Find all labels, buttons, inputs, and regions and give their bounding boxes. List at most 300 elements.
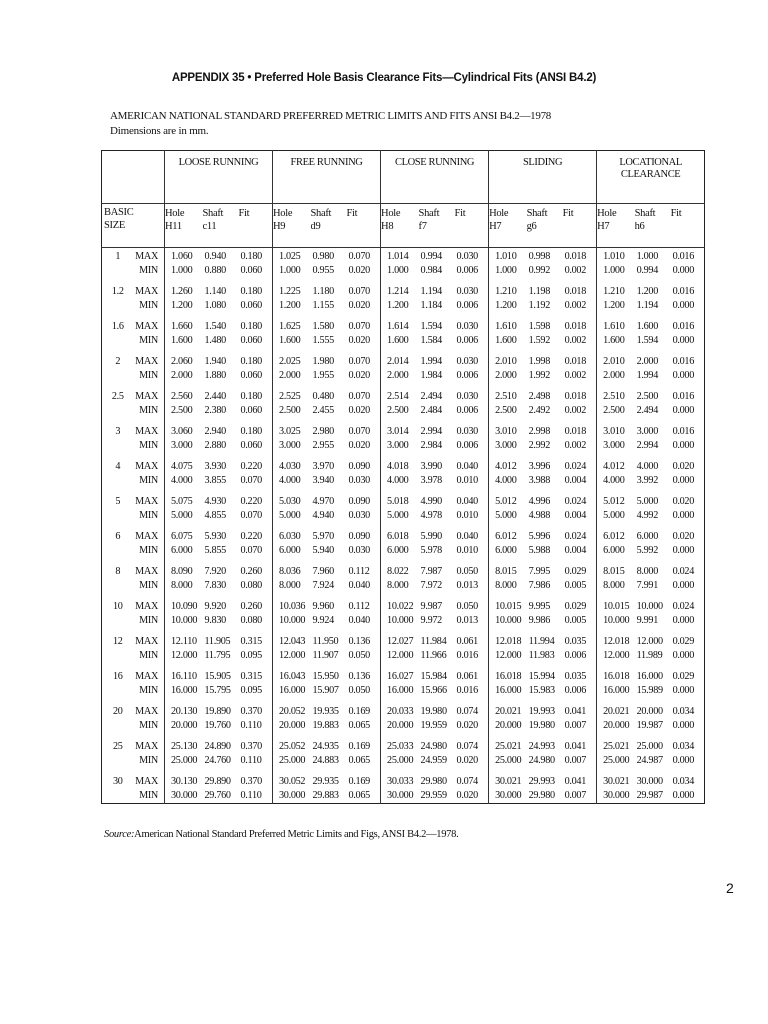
shaft-value: 2.940 [204,426,226,437]
table-row-max [102,248,705,265]
fit-value: 0.000 [672,650,695,661]
hole-value: 2.000 [381,369,419,388]
shaft-header: Shaft g6 [527,204,563,248]
hole-value: 12.000 [165,649,203,668]
hole-value: 6.030 [273,528,311,544]
fit-value: 0.034 [672,741,695,752]
shaft-value: 24.935 [312,741,339,752]
shaft-value: 9.995 [528,601,550,612]
shaft-value: 5.940 [312,545,334,556]
max-label: MAX [135,426,158,437]
basic-size-value: 1.2 [111,286,124,297]
basic-size-value: 1.6 [111,321,124,332]
hole-value: 3.060 [165,423,203,439]
shaft-value: 5.855 [204,545,226,556]
hole-value: 10.036 [273,598,311,614]
hole-value: 12.000 [489,649,527,668]
hole-value: 2.010 [489,353,527,369]
shaft-value: 29.980 [420,776,447,787]
shaft-value: 1.192 [528,300,550,311]
appendix-title: APPENDIX 35 • Preferred Hole Basis Clearance Fits—Cylindrical Fits (ANSI B4.2) [171,72,597,84]
fit-value: 0.070 [348,426,370,437]
fit-value: 0.180 [240,251,262,262]
hole-value: 10.000 [489,614,527,633]
shaft-value: 12.000 [636,636,663,647]
fit-value: 0.030 [348,475,370,486]
shaft-value: 8.000 [636,566,659,577]
shaft-value: 2.998 [528,426,550,437]
fit-value: 0.220 [240,461,262,472]
fit-value: 0.060 [240,370,262,381]
shaft-value: 1.994 [636,370,659,381]
hole-value: 1.660 [165,318,203,334]
shaft-value: 29.760 [204,790,231,801]
fit-value: 0.020 [348,440,370,451]
hole-value: 1.210 [597,283,635,299]
column-header-row [102,204,705,248]
fit-value: 0.030 [348,510,370,521]
min-label: MIN [139,475,158,486]
basic-size-value: 4 [115,461,121,472]
fit-value: 0.020 [348,405,370,416]
shaft-value: 2.494 [636,405,659,416]
shaft-value: 1.540 [204,321,226,332]
hole-value: 3.010 [597,423,635,439]
table-row-max [102,493,705,509]
shaft-value: 0.994 [636,265,659,276]
shaft-value: 5.970 [312,531,334,542]
shaft-value: 5.996 [528,531,550,542]
hole-value: 2.500 [273,404,311,423]
basic-size-value: 12 [112,636,123,647]
shaft-value: 4.930 [204,496,226,507]
hole-value: 20.000 [165,719,203,738]
fit-value: 0.040 [456,531,478,542]
table-row-min [102,684,705,703]
fit-value: 0.002 [564,265,586,276]
table-row-min [102,404,705,423]
hole-value: 5.018 [381,493,419,509]
fit-value: 0.016 [672,321,695,332]
hole-value: 10.015 [489,598,527,614]
table-row-min [102,579,705,598]
table-row-max [102,598,705,614]
shaft-value: 15.950 [312,671,339,682]
hole-value: 1.000 [489,264,527,283]
group-header-close-running: CLOSE RUNNING [381,151,489,204]
hole-value: 1.060 [165,248,203,265]
shaft-value: 24.993 [528,741,555,752]
fit-value: 0.060 [240,335,262,346]
min-label: MIN [139,370,158,381]
fit-value: 0.000 [672,580,695,591]
hole-value: 25.000 [489,754,527,773]
hole-value: 16.000 [273,684,311,703]
min-label: MIN [139,790,158,801]
shaft-value: 11.966 [420,650,447,661]
hole-value: 8.000 [273,579,311,598]
fit-value: 0.000 [672,265,695,276]
fit-value: 0.000 [672,545,695,556]
hole-value: 8.000 [381,579,419,598]
fit-value: 0.020 [348,265,370,276]
max-label: MAX [135,636,158,647]
hole-value: 12.018 [489,633,527,649]
hole-value: 2.000 [489,369,527,388]
hole-value: 1.000 [597,264,635,283]
fit-value: 0.220 [240,531,262,542]
shaft-value: 5.992 [636,545,659,556]
fit-value: 0.010 [456,545,478,556]
table-row-min [102,334,705,353]
hole-value: 4.018 [381,458,419,474]
max-label: MAX [135,741,158,752]
fit-header: Fit [239,204,273,248]
shaft-value: 0.955 [312,265,334,276]
hole-value: 12.043 [273,633,311,649]
shaft-value: 24.959 [420,755,447,766]
basic-size-value: 6 [115,531,121,542]
fit-value: 0.016 [672,286,695,297]
hole-value: 4.000 [273,474,311,493]
hole-value: 10.000 [273,614,311,633]
hole-value: 16.018 [597,668,635,684]
fit-value: 0.016 [672,426,695,437]
basic-size-value: 2 [115,356,121,367]
shaft-value: 7.920 [204,566,226,577]
shaft-value: 15.907 [312,685,339,696]
hole-value: 20.021 [597,703,635,719]
table-row-max [102,283,705,299]
shaft-value: 3.930 [204,461,226,472]
shaft-value: 19.883 [312,720,339,731]
hole-value: 2.525 [273,388,311,404]
hole-value: 20.021 [489,703,527,719]
shaft-value: 4.990 [420,496,442,507]
fit-value: 0.000 [672,405,695,416]
max-label: MAX [135,776,158,787]
hole-value: 10.090 [165,598,203,614]
source-text: American National Standard Preferred Metric Limits and Figs, ANSI B4.2—1978. [134,829,459,840]
hole-value: 20.000 [597,719,635,738]
shaft-value: 7.986 [528,580,550,591]
hole-value: 16.000 [489,684,527,703]
hole-value: 25.000 [381,754,419,773]
shaft-value: 30.000 [636,776,663,787]
shaft-value: 15.989 [636,685,663,696]
fit-value: 0.016 [672,251,695,262]
shaft-value: 1.080 [204,300,226,311]
shaft-value: 4.988 [528,510,550,521]
hole-value: 20.033 [381,703,419,719]
fit-value: 0.024 [564,531,586,542]
min-label: MIN [139,615,158,626]
shaft-value: 3.988 [528,475,550,486]
hole-value: 12.000 [381,649,419,668]
shaft-value: 1.980 [312,356,334,367]
min-label: MIN [139,720,158,731]
hole-value: 3.000 [381,439,419,458]
shaft-value: 4.992 [636,510,659,521]
hole-value: 8.036 [273,563,311,579]
hole-value: 2.000 [597,369,635,388]
fit-value: 0.040 [348,580,370,591]
shaft-value: 3.940 [312,475,334,486]
hole-value: 4.000 [489,474,527,493]
fit-value: 0.050 [348,650,370,661]
fit-value: 0.018 [564,286,586,297]
hole-value: 30.000 [489,789,527,804]
table-row-min [102,299,705,318]
shaft-value: 0.480 [312,391,334,402]
shaft-value: 0.994 [420,251,442,262]
shaft-value: 2.984 [420,440,442,451]
fit-value: 0.074 [456,706,478,717]
hole-value: 6.000 [489,544,527,563]
shaft-value: 3.990 [420,461,442,472]
hole-value: 5.012 [489,493,527,509]
fit-value: 0.004 [564,545,586,556]
hole-value: 8.000 [597,579,635,598]
hole-value: 10.015 [597,598,635,614]
basic-size-value: 25 [112,741,123,752]
hole-value: 1.200 [165,299,203,318]
shaft-value: 1.000 [636,251,659,262]
table-row-max [102,318,705,334]
hole-value: 25.021 [489,738,527,754]
shaft-value: 1.594 [636,335,659,346]
shaft-value: 7.830 [204,580,226,591]
shaft-value: 19.993 [528,706,555,717]
hole-value: 1.225 [273,283,311,299]
group-header-sliding: SLIDING [489,151,597,204]
fit-value: 0.041 [564,706,586,717]
fit-value: 0.030 [456,391,478,402]
fit-value: 0.000 [672,685,695,696]
shaft-value: 3.000 [636,426,659,437]
fit-value: 0.080 [240,615,262,626]
hole-value: 5.075 [165,493,203,509]
fit-value: 0.060 [240,440,262,451]
hole-value: 12.000 [273,649,311,668]
table-row-max [102,668,705,684]
max-label: MAX [135,461,158,472]
shaft-value: 1.992 [528,370,550,381]
fit-value: 0.000 [672,475,695,486]
fit-value: 0.136 [348,636,370,647]
hole-value: 2.500 [489,404,527,423]
fit-value: 0.006 [456,405,478,416]
fit-value: 0.050 [348,685,370,696]
shaft-value: 3.978 [420,475,442,486]
table-row-min [102,719,705,738]
shaft-value: 29.959 [420,790,447,801]
standard-title: AMERICAN NATIONAL STANDARD PREFERRED METRIC LIMITS AND FITS ANSI B4.2—1978 [110,110,551,122]
shaft-value: 0.880 [204,265,226,276]
fit-value: 0.020 [348,370,370,381]
hole-value: 2.000 [273,369,311,388]
hole-value: 1.600 [381,334,419,353]
fit-value: 0.000 [672,720,695,731]
shaft-value: 2.492 [528,405,550,416]
fit-value: 0.070 [348,251,370,262]
basic-size-value: 1 [115,251,121,262]
fit-value: 0.090 [348,496,370,507]
shaft-value: 4.940 [312,510,334,521]
fit-value: 0.065 [348,720,370,731]
hole-value: 4.000 [597,474,635,493]
hole-value: 25.021 [597,738,635,754]
shaft-value: 1.198 [528,286,550,297]
min-label: MIN [139,440,158,451]
hole-value: 3.025 [273,423,311,439]
shaft-value: 1.880 [204,370,226,381]
shaft-value: 11.994 [528,636,555,647]
fit-value: 0.006 [456,335,478,346]
hole-value: 1.025 [273,248,311,265]
shaft-value: 1.955 [312,370,334,381]
shaft-value: 1.155 [312,300,334,311]
shaft-value: 4.000 [636,461,659,472]
fit-value: 0.029 [672,636,695,647]
shaft-value: 0.980 [312,251,334,262]
clearance-fits-table [101,150,705,804]
hole-value: 2.510 [597,388,635,404]
hole-header: Hole H7 [597,204,635,248]
hole-value: 2.025 [273,353,311,369]
hole-value: 30.033 [381,773,419,789]
fit-header: Fit [347,204,381,248]
hole-value: 1.610 [597,318,635,334]
fit-value: 0.010 [456,475,478,486]
fit-value: 0.013 [456,615,478,626]
shaft-value: 11.989 [636,650,663,661]
table-row-min [102,509,705,528]
fit-value: 0.020 [348,335,370,346]
fit-value: 0.029 [564,566,586,577]
shaft-value: 3.992 [636,475,659,486]
fit-value: 0.180 [240,356,262,367]
min-label: MIN [139,405,158,416]
shaft-value: 2.980 [312,426,334,437]
table-row-max [102,528,705,544]
shaft-value: 2.880 [204,440,226,451]
min-label: MIN [139,300,158,311]
basic-size-value: 10 [112,601,123,612]
hole-value: 20.000 [381,719,419,738]
hole-value: 25.000 [273,754,311,773]
shaft-value: 15.905 [204,671,231,682]
basic-size-header: BASIC SIZE [102,204,165,248]
min-label: MIN [139,650,158,661]
max-label: MAX [135,531,158,542]
shaft-value: 15.795 [204,685,231,696]
min-label: MIN [139,265,158,276]
table-row-max [102,388,705,404]
hole-value: 30.021 [597,773,635,789]
fit-value: 0.070 [348,321,370,332]
shaft-value: 1.592 [528,335,550,346]
fit-header: Fit [671,204,705,248]
hole-value: 4.012 [489,458,527,474]
hole-value: 30.000 [165,789,203,804]
hole-value: 1.600 [489,334,527,353]
hole-value: 25.130 [165,738,203,754]
hole-value: 16.018 [489,668,527,684]
fit-value: 0.070 [348,391,370,402]
max-label: MAX [135,566,158,577]
min-label: MIN [139,755,158,766]
shaft-value: 1.184 [420,300,442,311]
hole-value: 25.052 [273,738,311,754]
table-row-min [102,369,705,388]
shaft-value: 1.580 [312,321,334,332]
hole-value: 30.000 [597,789,635,804]
table-row-max [102,633,705,649]
fit-value: 0.007 [564,755,586,766]
fit-value: 0.030 [456,321,478,332]
hole-value: 12.110 [165,633,203,649]
hole-value: 5.012 [597,493,635,509]
group-header-locational-clearance: LOCATIONAL CLEARANCE [597,151,705,204]
fit-value: 0.005 [564,615,586,626]
max-label: MAX [135,286,158,297]
shaft-value: 0.984 [420,265,442,276]
shaft-value: 2.455 [312,405,334,416]
hole-value: 30.021 [489,773,527,789]
hole-value: 1.600 [165,334,203,353]
hole-value: 5.000 [381,509,419,528]
shaft-value: 19.987 [636,720,663,731]
fit-value: 0.065 [348,790,370,801]
shaft-value: 19.980 [528,720,555,731]
fit-value: 0.095 [240,685,262,696]
shaft-value: 2.994 [420,426,442,437]
hole-value: 5.030 [273,493,311,509]
max-label: MAX [135,391,158,402]
hole-value: 16.000 [597,684,635,703]
shaft-value: 10.000 [636,601,663,612]
shaft-value: 2.498 [528,391,550,402]
hole-value: 25.033 [381,738,419,754]
hole-value: 10.000 [165,614,203,633]
hole-value: 16.027 [381,668,419,684]
fit-value: 0.370 [240,741,262,752]
fit-value: 0.030 [456,251,478,262]
shaft-value: 1.555 [312,335,334,346]
shaft-value: 11.795 [204,650,231,661]
fit-value: 0.180 [240,426,262,437]
shaft-value: 3.970 [312,461,334,472]
hole-value: 2.000 [165,369,203,388]
fit-value: 0.030 [348,545,370,556]
table-row-max [102,458,705,474]
max-label: MAX [135,321,158,332]
shaft-value: 9.972 [420,615,442,626]
fit-value: 0.007 [564,720,586,731]
hole-value: 3.010 [489,423,527,439]
fit-value: 0.024 [564,496,586,507]
fit-value: 0.004 [564,510,586,521]
fit-value: 0.000 [672,370,695,381]
basic-size-value: 8 [115,566,121,577]
shaft-value: 19.760 [204,720,231,731]
fit-value: 0.000 [672,615,695,626]
fit-value: 0.024 [672,601,695,612]
shaft-value: 5.978 [420,545,442,556]
group-header-row [102,151,705,204]
fit-value: 0.315 [240,636,262,647]
